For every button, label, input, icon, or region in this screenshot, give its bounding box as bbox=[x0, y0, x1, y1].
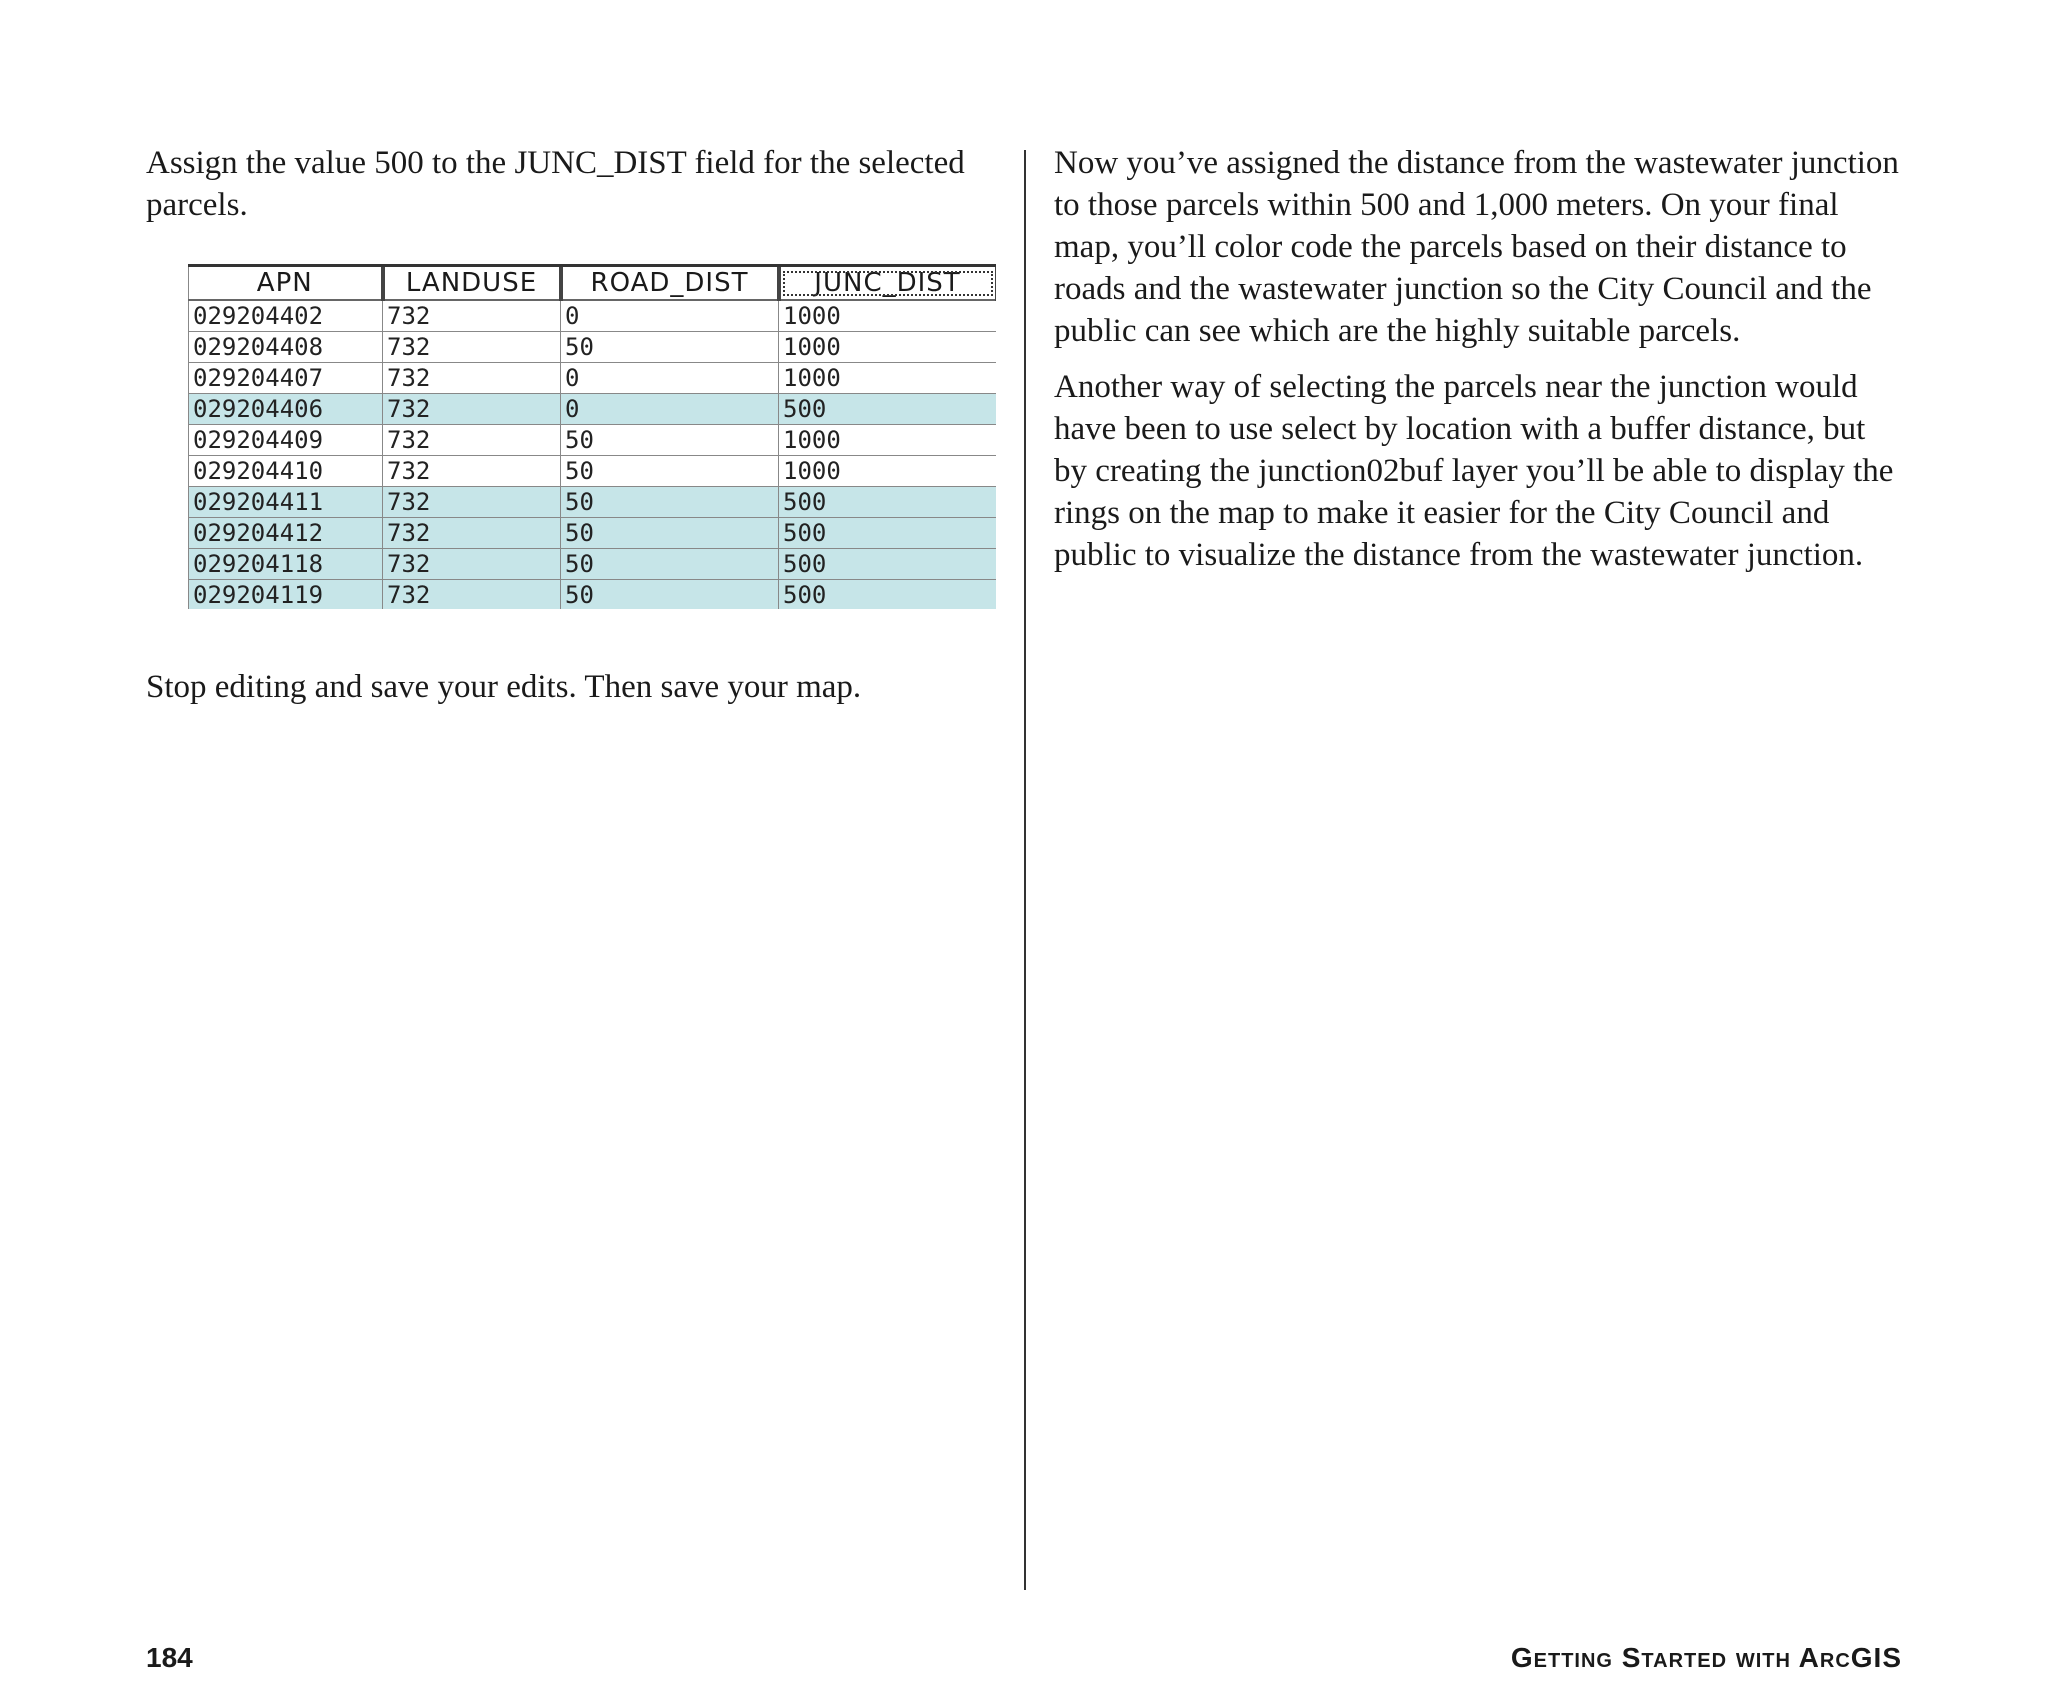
stop-editing-paragraph: Stop editing and save your edits. Then save your map. bbox=[146, 669, 862, 705]
table-row[interactable] bbox=[189, 394, 997, 425]
cell-junc-dist[interactable]: 1000 bbox=[779, 363, 997, 394]
cell-road-dist[interactable]: 0 bbox=[561, 394, 779, 425]
table-row[interactable] bbox=[189, 300, 997, 332]
cell-landuse[interactable]: 732 bbox=[383, 456, 561, 487]
cell-road-dist[interactable]: 0 bbox=[561, 363, 779, 394]
cell-junc-dist[interactable]: 1000 bbox=[779, 425, 997, 456]
column-header-junc-dist[interactable]: JUNC_DIST bbox=[779, 267, 997, 300]
cell-road-dist[interactable]: 50 bbox=[561, 549, 779, 580]
cell-landuse[interactable]: 732 bbox=[383, 363, 561, 394]
table-header-row bbox=[189, 267, 997, 300]
cell-apn[interactable]: 029204410 bbox=[189, 456, 383, 487]
table-row[interactable] bbox=[189, 549, 997, 580]
cell-landuse[interactable]: 732 bbox=[383, 394, 561, 425]
cell-junc-dist[interactable]: 1000 bbox=[779, 456, 997, 487]
cell-road-dist[interactable]: 50 bbox=[561, 487, 779, 518]
cell-road-dist[interactable]: 50 bbox=[561, 425, 779, 456]
intro-paragraph: Assign the value 500 to the JUNC_DIST field for the selected parcels. bbox=[146, 145, 965, 223]
cell-road-dist[interactable]: 50 bbox=[561, 518, 779, 549]
table-row[interactable] bbox=[189, 425, 997, 456]
cell-apn[interactable]: 029204118 bbox=[189, 549, 383, 580]
cell-apn[interactable]: 029204402 bbox=[189, 300, 383, 332]
table-row[interactable] bbox=[189, 487, 997, 518]
cell-road-dist[interactable]: 0 bbox=[561, 300, 779, 332]
book-title: Getting Started with ArcGIS bbox=[1510, 1642, 1902, 1673]
table-body bbox=[189, 300, 997, 609]
column-header-landuse[interactable]: LANDUSE bbox=[383, 267, 561, 300]
cell-landuse[interactable]: 732 bbox=[383, 518, 561, 549]
cell-apn[interactable]: 029204409 bbox=[189, 425, 383, 456]
cell-apn[interactable]: 029204407 bbox=[189, 363, 383, 394]
table-row[interactable] bbox=[189, 518, 997, 549]
cell-junc-dist[interactable]: 500 bbox=[779, 580, 997, 610]
table-row[interactable] bbox=[189, 363, 997, 394]
cell-junc-dist[interactable]: 1000 bbox=[779, 300, 997, 332]
cell-apn[interactable]: 029204406 bbox=[189, 394, 383, 425]
summary-paragraph: Now you’ve assigned the distance from the wastewater junction to those parcels within 500 and 1,000 meters. On your final map, you’ll color code the parcels based on their distance to roads and the wastewater junction so the City Council and the public can see which are the highly suitable parcels. bbox=[1054, 145, 1899, 349]
cell-apn[interactable]: 029204411 bbox=[189, 487, 383, 518]
column-divider bbox=[1024, 150, 1026, 1590]
cell-junc-dist[interactable]: 500 bbox=[779, 394, 997, 425]
cell-landuse[interactable]: 732 bbox=[383, 425, 561, 456]
page-number: 184 bbox=[146, 1642, 193, 1673]
cell-road-dist[interactable]: 50 bbox=[561, 332, 779, 363]
alternative-paragraph: Another way of selecting the parcels near the junction would have been to use select by location with a buffer distance, but by creating the junction02buf layer you’ll be able to display the rings on the map to make it easier for the City Council and public to visualize the distance from the wastewater junction. bbox=[1054, 369, 1894, 573]
cell-landuse[interactable]: 732 bbox=[383, 332, 561, 363]
column-header-apn[interactable]: APN bbox=[189, 267, 383, 300]
attribute-table bbox=[188, 264, 996, 609]
cell-apn[interactable]: 029204119 bbox=[189, 580, 383, 610]
cell-landuse[interactable]: 732 bbox=[383, 580, 561, 610]
cell-junc-dist[interactable]: 500 bbox=[779, 549, 997, 580]
column-header-road-dist[interactable]: ROAD_DIST bbox=[561, 267, 779, 300]
right-column bbox=[1054, 142, 1904, 576]
table-row[interactable] bbox=[189, 580, 997, 610]
cell-apn[interactable]: 029204408 bbox=[189, 332, 383, 363]
cell-apn[interactable]: 029204412 bbox=[189, 518, 383, 549]
cell-junc-dist[interactable]: 500 bbox=[779, 518, 997, 549]
table-row[interactable] bbox=[189, 332, 997, 363]
left-column bbox=[146, 142, 1006, 226]
cell-landuse[interactable]: 732 bbox=[383, 300, 561, 332]
cell-road-dist[interactable]: 50 bbox=[561, 580, 779, 610]
cell-landuse[interactable]: 732 bbox=[383, 549, 561, 580]
parcels-table bbox=[188, 267, 996, 609]
cell-junc-dist[interactable]: 500 bbox=[779, 487, 997, 518]
table-row[interactable] bbox=[189, 456, 997, 487]
cell-junc-dist[interactable]: 1000 bbox=[779, 332, 997, 363]
cell-landuse[interactable]: 732 bbox=[383, 487, 561, 518]
cell-road-dist[interactable]: 50 bbox=[561, 456, 779, 487]
after-table-text bbox=[146, 666, 1006, 708]
